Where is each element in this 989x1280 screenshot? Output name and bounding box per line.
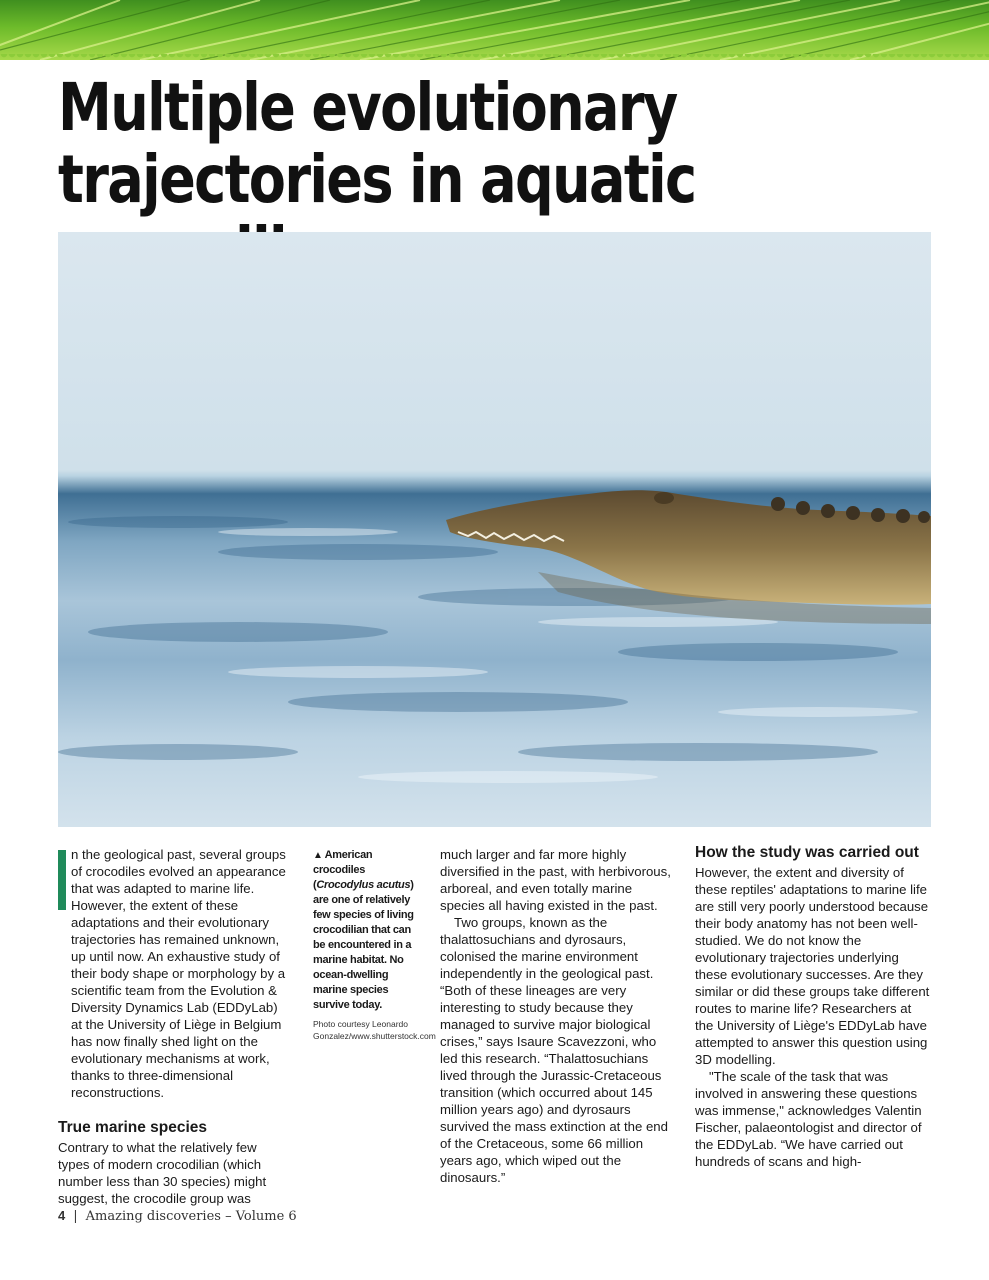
column-4	[695, 843, 931, 1170]
caption-species: Crocodylus acutus	[316, 879, 411, 891]
crocodile-illustration	[58, 232, 931, 827]
column-3	[440, 846, 677, 1186]
crocodile-photo	[58, 232, 931, 827]
section1-paragraph-1-part-2: much larger and far more highly diversified in the past, with herbivorous, arboreal, and even totally marine species all having existed in the past.	[440, 847, 671, 913]
page-footer	[58, 1208, 297, 1224]
leaf-banner	[0, 0, 989, 60]
photo-credit: Photo courtesy Leonardo Gonzalez/www.shutterstock.com	[313, 1019, 436, 1041]
palm-leaf-image	[0, 0, 989, 60]
caption-text-after: ) are one of relatively few species of living crocodilian that can be encountered in a marine habitat. No ocean-dwelling marine species survive today.	[313, 879, 414, 1011]
section-heading-how-study-carried-out: How the study was carried out	[695, 844, 919, 861]
section1-paragraph-1-part-1: Contrary to what the relatively few types of modern crocodilian (which number less than 30 species) might suggest, the crocodile group was	[58, 1140, 267, 1206]
page-number: 4	[58, 1208, 66, 1223]
caption-text-before: American crocodiles (	[313, 849, 373, 891]
photo-caption	[313, 848, 425, 1013]
intro-paragraph: n the geological past, several groups of crocodiles evolved an appearance that was adapted to marine life. However, the extent of these adaptations and their evolutionary trajectories has remained unknown, up until now. An exhaustive study of their body shape or morphology by a scientific team from the Evolution & Diversity Dynamics Lab (EDDyLab) at the University of Liège in Belgium has now finally shed light on the evolutionary mechanisms at work, thanks to three-dimensional reconstructions.	[71, 847, 286, 1100]
banner-scallop-edge	[0, 54, 989, 62]
column-1	[58, 846, 288, 1207]
arrow-up-icon: ▲	[313, 850, 323, 861]
page-title: Multiple evolutionary trajectories in aquatic	[58, 69, 696, 218]
publication-name: Amazing discoveries – Volume 6	[85, 1209, 297, 1224]
section1-paragraph-2: Two groups, known as the thalattosuchians and dyrosaurs, colonised the marine environment independently in the geological past. “Both of these lineages are very interesting to study because they managed to survive major biological crises,” says Isaure Scavezzoni, who led this research. “Thalattosuchians lived through the Jurassic-Cretaceous transition (which occurred about 145 million years ago) and dyrosaurs survived the mass extinction at the end of the Cretaceous, some 66 million years ago, which wiped out the dinosaurs.”	[440, 915, 668, 1185]
footer-separator: |	[73, 1209, 78, 1224]
section2-paragraph-1: However, the extent and diversity of these reptiles' adaptations to marine life are still very poorly understood because their body anatomy has not been well-studied. We do not know the evolutionary trajectories underlying these evolutionary successes. Are they similar or did these groups take different routes to marine life? Researchers at the University of Liège's EDDyLab have attempted to answer this question using 3D modelling.	[695, 865, 930, 1067]
section2-paragraph-2: "The scale of the task that was involved in answering these questions was immense," acknowledges Valentin Fischer, palaeontologist and director of the EDDyLab. “We have carried out hundreds of scans and high-	[695, 1069, 922, 1169]
section-heading-true-marine-species: True marine species	[58, 1119, 208, 1136]
